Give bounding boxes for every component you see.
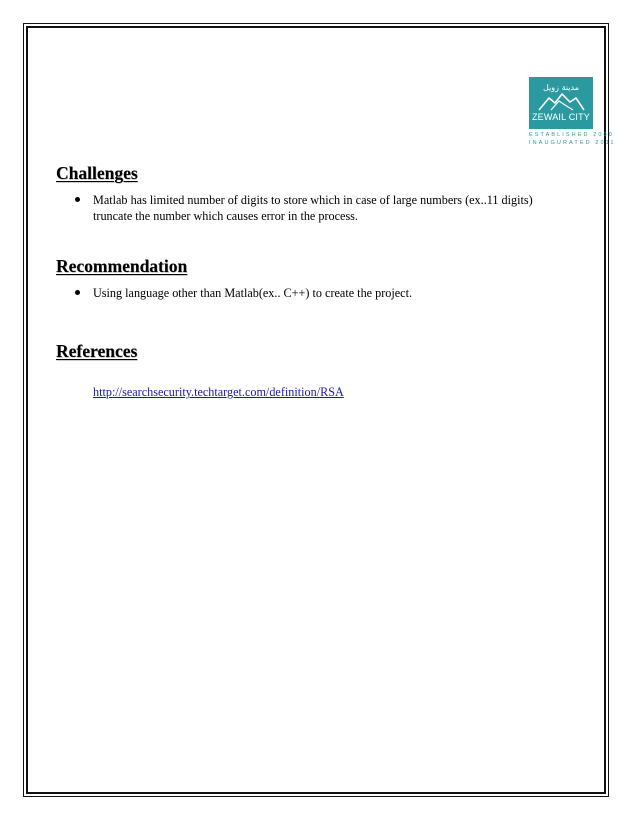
bullet-icon [75, 290, 80, 295]
mountain-icon [529, 77, 593, 113]
logo-inaugurated-caption: INAUGURATED 2011 [529, 140, 616, 146]
logo-wordmark: ZEWAIL CITY [531, 112, 591, 122]
recommendation-list-item [72, 285, 572, 301]
challenges-item-text: Matlab has limited number of digits to store which in case of large numbers (ex..11 digits) truncate the number which causes error in the process. [93, 193, 533, 223]
recommendation-list [72, 285, 572, 301]
challenges-heading: Challenges [56, 163, 138, 183]
logo-established-caption: ESTABLISHED 2000 [529, 132, 614, 138]
bullet-icon [75, 197, 80, 202]
reference-link[interactable]: http://searchsecurity.techtarget.com/definition/RSA [93, 385, 344, 399]
page-border [26, 26, 616, 794]
references-heading: References [56, 341, 138, 361]
recommendation-heading: Recommendation [56, 256, 188, 276]
logo-arabic-text: مدينة زويل [543, 83, 579, 92]
challenges-list-item [72, 192, 572, 224]
challenges-list [72, 192, 572, 224]
zewail-city-logo [529, 77, 593, 129]
recommendation-item-text: Using language other than Matlab(ex.. C++) to create the project. [93, 286, 412, 300]
